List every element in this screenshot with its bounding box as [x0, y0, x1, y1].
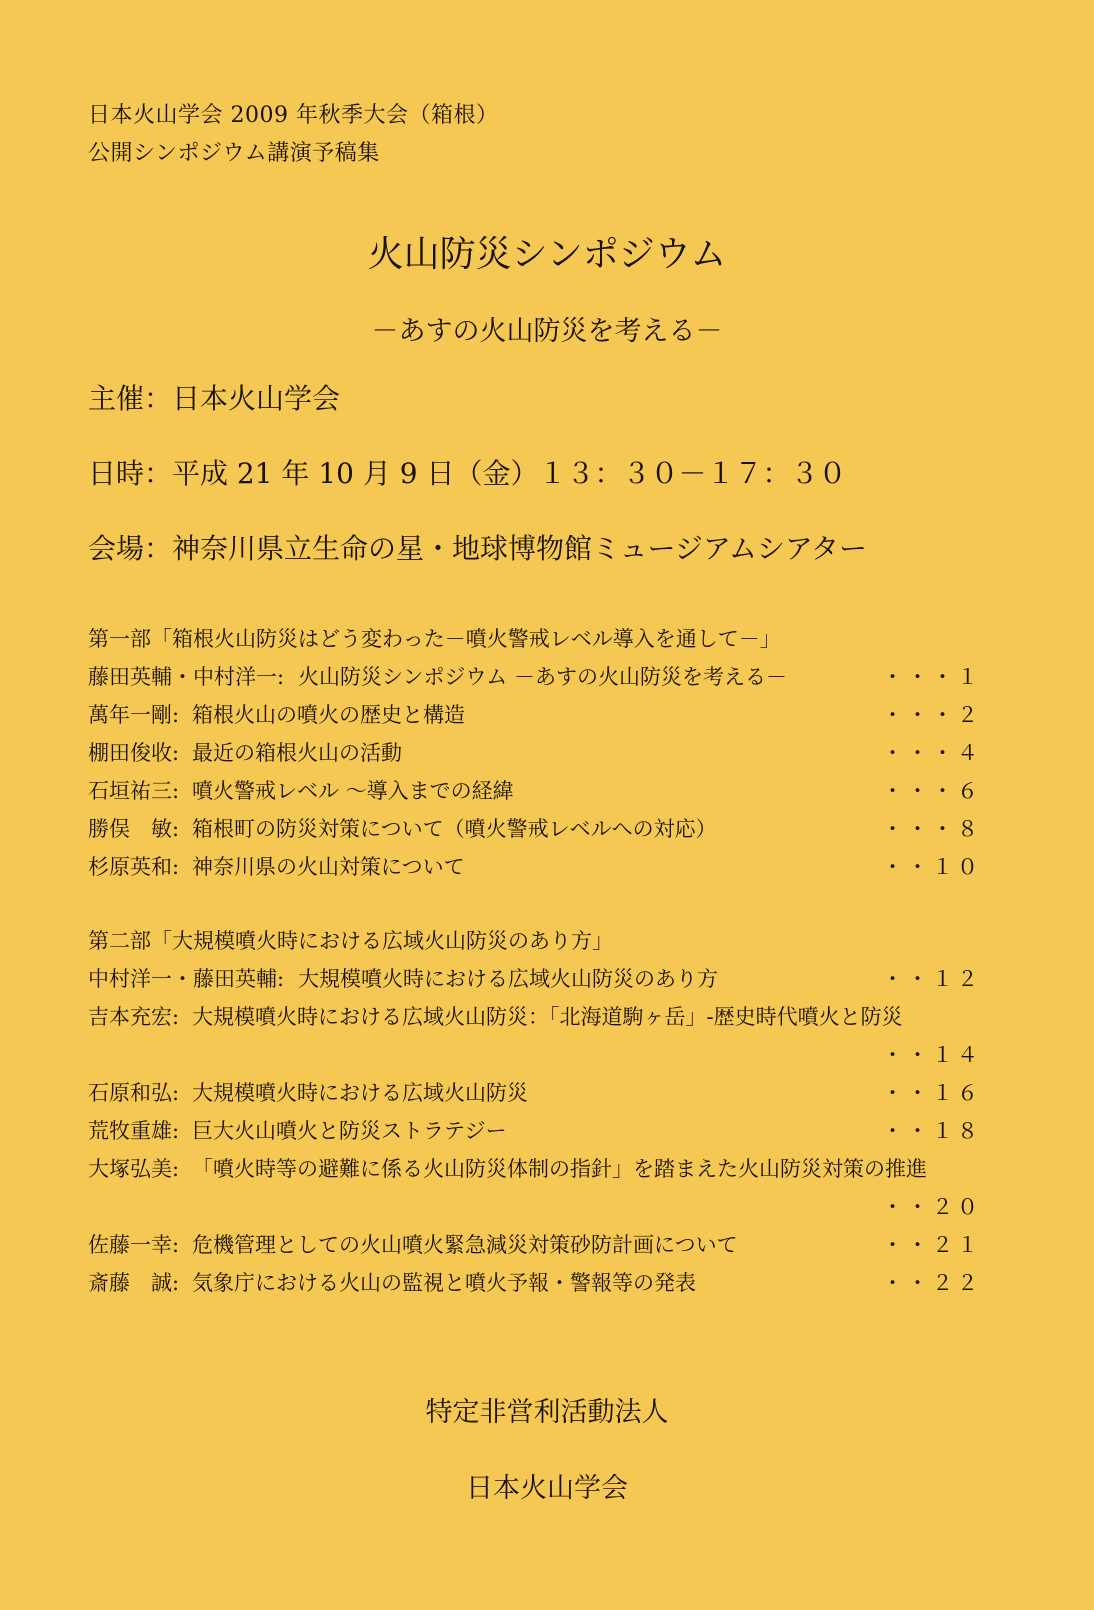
toc-talk-title: 大規模噴火時における広域火山防災	[192, 1081, 528, 1105]
toc-author: 石原和弘:	[88, 1081, 180, 1105]
toc-talk-title: 気象庁における火山の監視と噴火予報・警報等の発表	[192, 1271, 696, 1295]
publisher-type: 特定非営利活動法人	[425, 1397, 669, 1428]
datetime-line: 日時：平成 21 年 10 月 9 日（金）１３：３０－１７：３０	[88, 457, 847, 490]
toc-page-number: ・・２１	[882, 1233, 982, 1257]
toc-row	[88, 699, 982, 731]
toc-talk-title: 大規模噴火時における広域火山防災のあり方	[298, 967, 718, 991]
toc-row	[88, 963, 982, 995]
toc-author: 藤田英輔・中村洋一:	[88, 665, 285, 689]
part1-title: 第一部「箱根火山防災はどう変わった－噴火警戒レベル導入を通して－」	[88, 627, 781, 651]
toc-author: 中村洋一・藤田英輔:	[88, 967, 285, 991]
toc-author: 斎藤 誠:	[88, 1271, 180, 1295]
toc-author: 萬年一剛:	[88, 703, 180, 727]
toc-talk-title: 噴火警戒レベル ～導入までの経緯	[192, 779, 514, 803]
toc-page-number: ・・・２	[882, 703, 982, 727]
toc-talk-title: 巨大火山噴火と防災ストラテジー	[192, 1119, 507, 1143]
toc-row	[88, 1039, 982, 1071]
toc-row	[88, 661, 982, 693]
page-subtitle: －あすの火山防災を考える－	[371, 316, 723, 347]
toc-row	[88, 737, 982, 769]
toc-page-number: ・・・４	[882, 741, 982, 765]
toc-author: 石垣祐三:	[88, 779, 180, 803]
toc-row	[88, 1001, 982, 1033]
toc-row	[88, 1191, 982, 1223]
toc-talk-title: 箱根町の防災対策について（噴火警戒レベルへの対応）	[192, 817, 717, 841]
toc-author: 吉本充宏:	[88, 1005, 180, 1029]
toc-author: 荒牧重雄:	[88, 1119, 180, 1143]
toc-row	[88, 1077, 982, 1109]
toc-author: 勝俣 敏:	[88, 817, 180, 841]
toc-row	[88, 851, 982, 883]
venue-line: 会場：神奈川県立生命の星・地球博物館ミュージアムシアター	[88, 532, 867, 565]
part2-title: 第二部「大規模噴火時における広域火山防災のあり方」	[88, 929, 613, 953]
toc-talk-title: 火山防災シンポジウム －あすの火山防災を考える－	[298, 665, 787, 689]
toc-page-number: ・・・８	[882, 817, 982, 841]
toc-page-number: ・・２０	[882, 1195, 982, 1219]
toc-author: 杉原英和:	[88, 855, 180, 879]
toc-page-number: ・・１６	[882, 1081, 982, 1105]
toc-talk-title: 危機管理としての火山噴火緊急減災対策砂防計画について	[192, 1233, 738, 1257]
toc-row	[88, 1115, 982, 1147]
toc-row	[88, 1267, 982, 1299]
toc-author: 棚田俊收:	[88, 741, 180, 765]
toc-page-number: ・・１２	[882, 967, 982, 991]
toc-page-number: ・・１４	[882, 1043, 982, 1067]
toc-talk-title: 「噴火時等の避難に係る火山防災体制の指針」を踏まえた火山防災対策の推進	[192, 1157, 927, 1181]
toc-page-number: ・・２２	[882, 1271, 982, 1295]
toc-row	[88, 775, 982, 807]
toc-page-number: ・・１０	[882, 855, 982, 879]
toc-row	[88, 813, 982, 845]
conference-name: 日本火山学会 2009 年秋季大会（箱根）	[88, 103, 499, 128]
toc-page-number: ・・・６	[882, 779, 982, 803]
toc-page-number: ・・・１	[882, 665, 982, 689]
toc-author: 大塚弘美:	[88, 1157, 180, 1181]
toc-talk-title: 神奈川県の火山対策について	[192, 855, 465, 879]
toc-row	[88, 1153, 982, 1185]
toc-row	[88, 1229, 982, 1261]
toc-author: 佐藤一幸:	[88, 1233, 180, 1257]
toc-page-number: ・・１８	[882, 1119, 982, 1143]
toc-talk-title: 大規模噴火時における広域火山防災：「北海道駒ヶ岳」-歴史時代噴火と防災	[192, 1005, 903, 1029]
publisher-name: 日本火山学会	[466, 1473, 628, 1504]
proceedings-label: 公開シンポジウム講演予稿集	[88, 141, 380, 166]
page-title: 火山防災シンポジウム	[367, 234, 727, 275]
organizer-line: 主催：日本火山学会	[88, 382, 341, 415]
toc-talk-title: 最近の箱根火山の活動	[192, 741, 402, 765]
toc-talk-title: 箱根火山の噴火の歴史と構造	[192, 703, 465, 727]
